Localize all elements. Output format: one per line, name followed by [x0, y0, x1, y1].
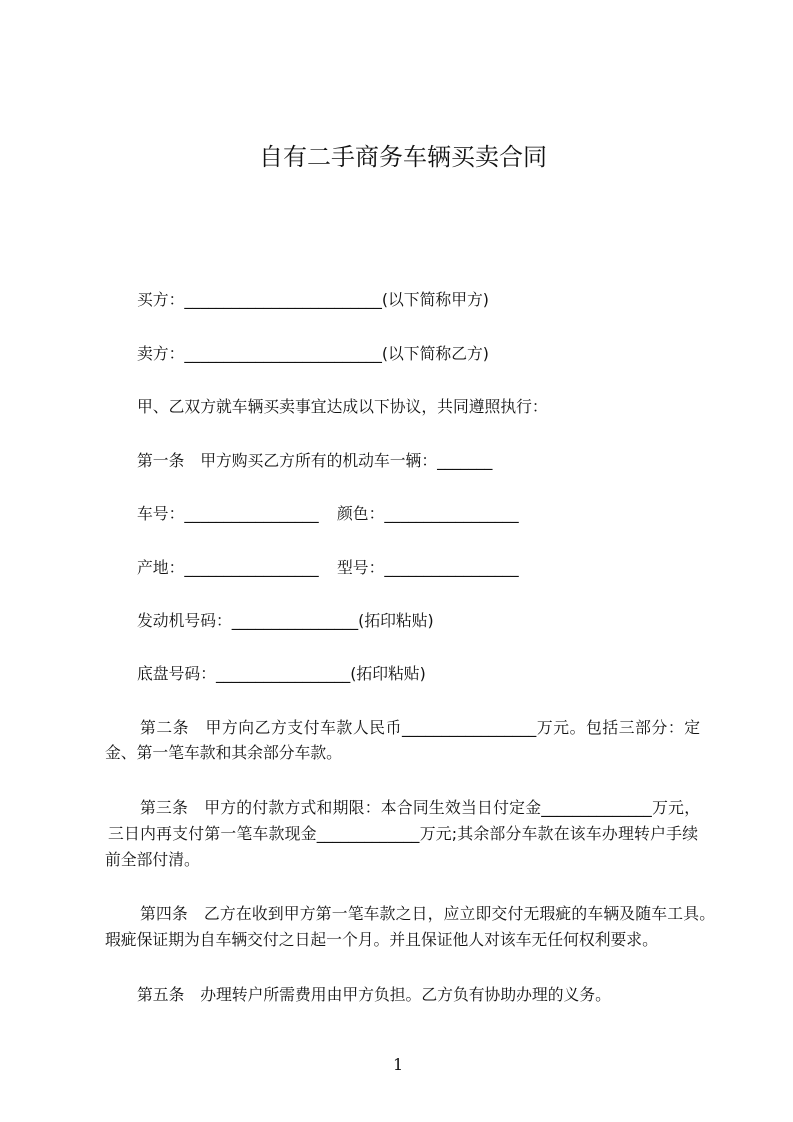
preamble: 甲、乙双方就车辆买卖事宜达成以下协议，共同遵照执行： — [137, 397, 548, 416]
chassis-number-field: 底盘号码：_________________(拓印粘贴) — [137, 664, 426, 683]
article-3-line: 前全部付清。 — [105, 850, 200, 869]
article-4-line: 第四条 乙方在收到甲方第一笔车款之日，应立即交付无瑕疵的车辆及随车工具。 — [140, 904, 715, 923]
article-3-line: 三日内再支付第一笔车款现金_____________万元;其余部分车款在该车办理转户手续 — [108, 824, 698, 843]
buyer-line: 买方：_________________________(以下简称甲方) — [137, 290, 489, 309]
article-3-line: 第三条 甲方的付款方式和期限：本合同生效当日付定金______________万元， — [140, 798, 700, 817]
article-5-text: 第五条 办理转户所需费用由甲方负担。乙方负有协助办理的义务。 — [137, 985, 611, 1004]
article-2-line: 金、第一笔车款和其余部分车款。 — [105, 743, 342, 762]
plate-number-field: 车号：_________________ — [137, 504, 319, 523]
document-title: 自有二手商务车辆买卖合同 — [259, 143, 547, 171]
page-number: 1 — [393, 1055, 404, 1074]
engine-number-field: 发动机号码：________________(拓印粘贴) — [137, 611, 434, 630]
origin-field: 产地：_________________ — [137, 558, 319, 577]
color-field: 颜色：_________________ — [337, 504, 519, 523]
article-1-text: 第一条 甲方购买乙方所有的机动车一辆：_______ — [137, 451, 493, 470]
model-field: 型号：_________________ — [337, 558, 519, 577]
seller-line: 卖方：_________________________(以下简称乙方) — [137, 344, 489, 363]
article-2-line: 第二条 甲方向乙方支付车款人民币_________________万元。包括三部分：定 — [140, 718, 700, 737]
article-4-line: 瑕疵保证期为自车辆交付之日起一个月。并且保证他人对该车无任何权利要求。 — [105, 930, 658, 949]
